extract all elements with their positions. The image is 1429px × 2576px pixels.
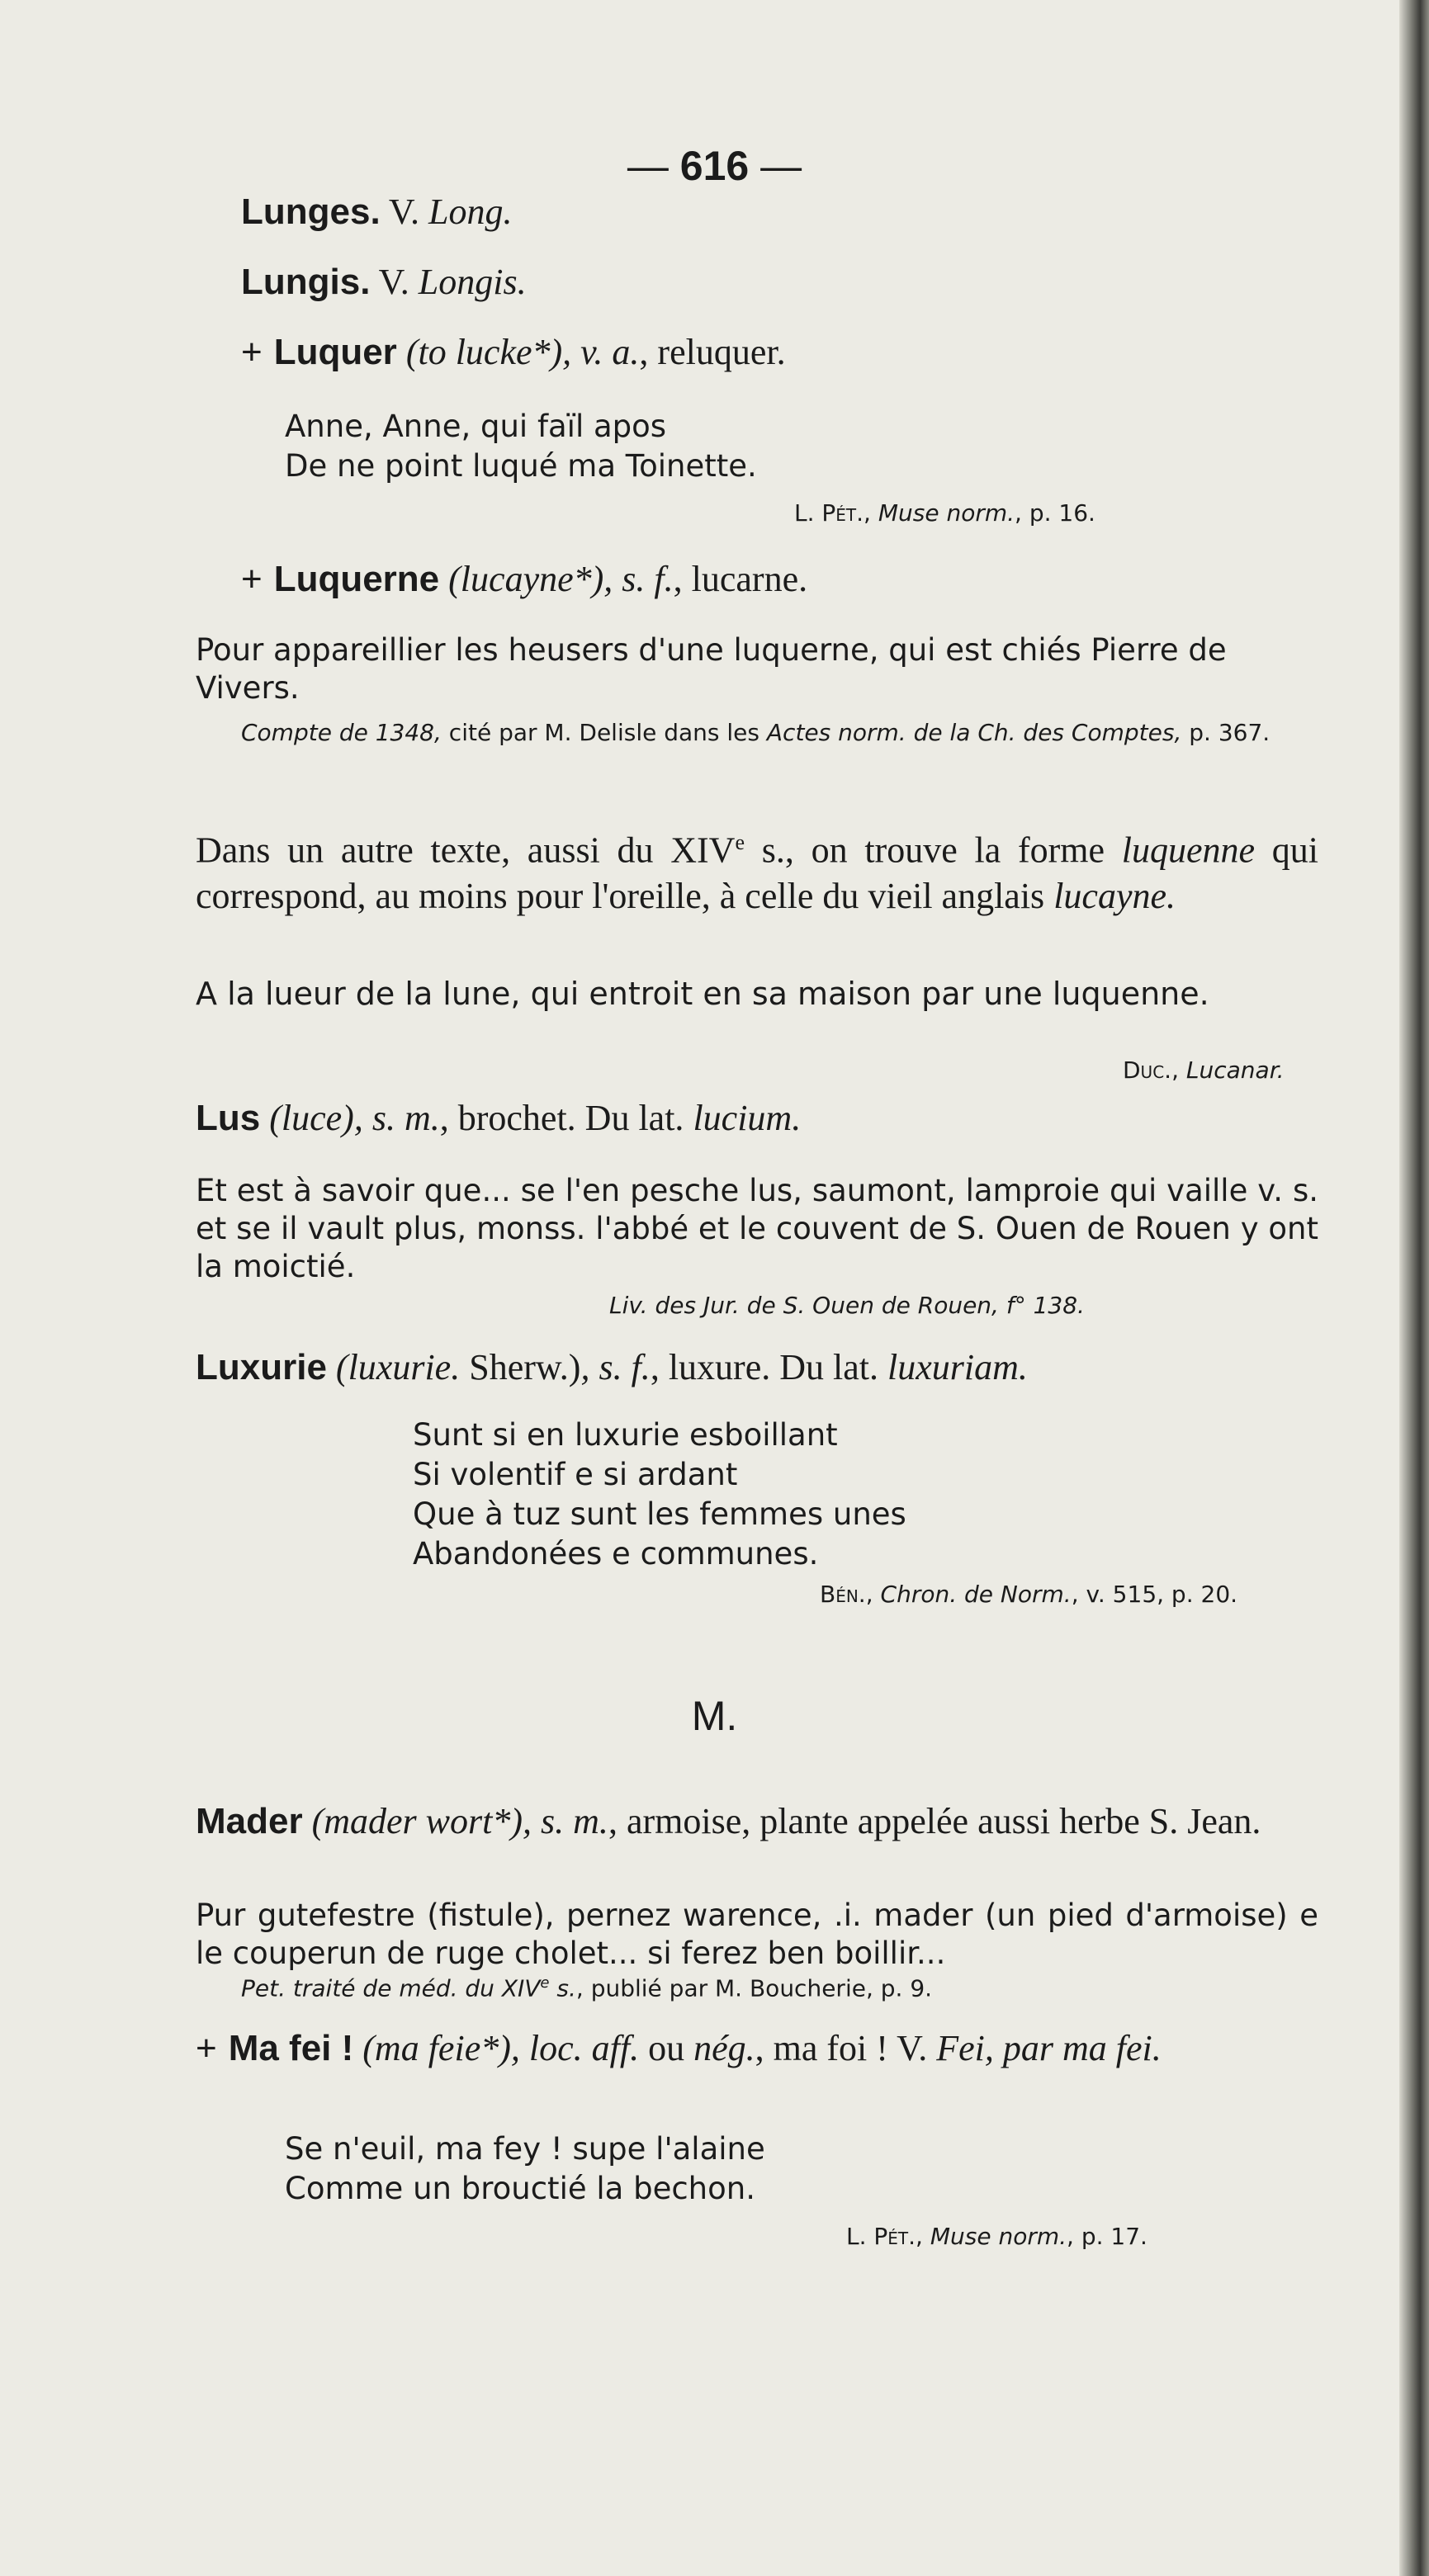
entry-lus: Lus (luce), s. m., brochet. Du lat. lucium. [196, 1098, 802, 1138]
quote-line: Se n'euil, ma fey ! supe l'alaine [285, 2131, 765, 2167]
entry-luxurie: Luxurie (luxurie. Sherw.), s. f., luxure. Du lat. luxuriam. [196, 1347, 1028, 1387]
quote-line: De ne point luqué ma Toinette. [285, 448, 757, 484]
quote-prose: A la lueur de la lune, qui entroit en sa maison par une luquenne. [196, 976, 1209, 1012]
source-citation: L. Pét., Muse norm., p. 16. [794, 499, 1095, 527]
entry-ma-fei: + Ma fei ! (ma feie*), loc. aff. ou nég., ma foi ! V. Fei, par ma fei. [196, 2028, 1162, 2068]
source-citation: Compte de 1348, cité par M. Delisle dans les Actes norm. de la Ch. des Comptes, p. 367. [241, 719, 1270, 746]
cross-icon: + [241, 559, 263, 599]
quote-prose: Pur gutefestre (fistule), pernez warence, .i. mader (un pied d'armoise) e le couperun de ruge cholet... si ferez ben boillir... [196, 1898, 1318, 1971]
source-citation: Duc., Lucanar. [1123, 1056, 1285, 1084]
source-citation: Pet. traité de méd. du XIVe s., publié par M. Boucherie, p. 9. [241, 1974, 933, 2002]
cross-icon: + [196, 2028, 217, 2068]
quote-line: Que à tuz sunt les femmes unes [413, 1496, 906, 1532]
entry-lungis: Lungis. V. Longis. [241, 262, 527, 302]
entry-luquer: + Luquer (to lucke*), v. a., reluquer. [241, 332, 786, 372]
quote-line: Abandonées e communes. [413, 1536, 819, 1572]
entry-mader: Mader (mader wort*), s. m., armoise, plante appelée aussi herbe S. Jean. [196, 1801, 1261, 1841]
quote-prose: Pour appareillier les heusers d'une luquerne, qui est chiés Pierre de Vivers. [196, 632, 1227, 706]
section-letter: M. [691, 1693, 738, 1739]
quote-line: Si volentif e si ardant [413, 1457, 738, 1492]
quote-line: Anne, Anne, qui faïl apos [285, 409, 667, 444]
entry-lunges: Lunges. V. Long. [241, 191, 513, 232]
quote-line: Sunt si en luxurie esboillant [413, 1417, 838, 1453]
source-citation: Bén., Chron. de Norm., v. 515, p. 20. [820, 1581, 1238, 1608]
commentary: Dans un autre texte, aussi du XIVe s., on trouve la forme luquenne qui correspond, au moins pour l'oreille, à celle du vieil anglais lucayne. [196, 830, 1319, 916]
quote-line: Comme un brouctié la bechon. [285, 2171, 755, 2206]
cross-icon: + [241, 332, 263, 372]
source-citation: Liv. des Jur. de S. Ouen de Rouen, f° 138. [609, 1292, 1085, 1319]
entry-luquerne: + Luquerne (lucayne*), s. f., lucarne. [241, 559, 808, 599]
page-edge [1399, 0, 1429, 2576]
source-citation: L. Pét., Muse norm., p. 17. [846, 2223, 1147, 2250]
page-number: — 616 — [627, 143, 802, 189]
quote-prose: Et est à savoir que... se l'en pesche lus, saumont, lamproie qui vaille v. s. et se il vault plus, monss. l'abbé et le couvent de S. Ouen de Rouen y ont la moictié. [196, 1173, 1318, 1284]
